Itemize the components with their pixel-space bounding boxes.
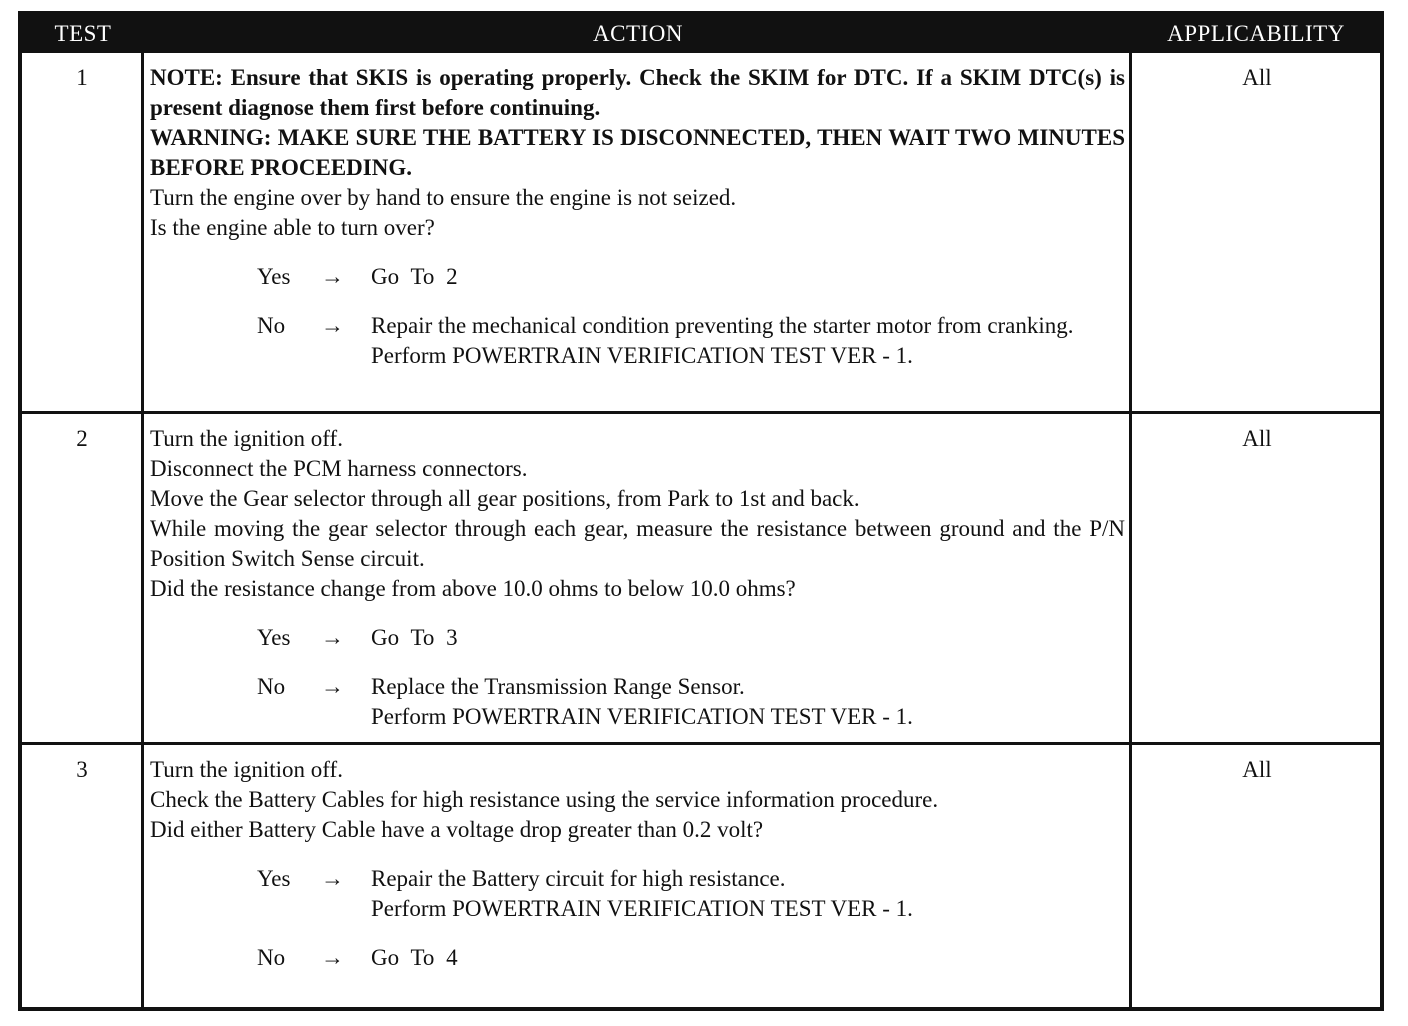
table-row [22, 53, 1380, 411]
no-result [371, 943, 1125, 973]
no-outcome [150, 672, 1125, 732]
arrow-icon: → [321, 264, 344, 289]
no-result-line: Go To 4 [371, 945, 458, 970]
instruction-line: Move the Gear selector through all gear positions, from Park to 1st and back. [150, 486, 860, 511]
no-label: No [257, 945, 286, 970]
header-action: ACTION [144, 15, 1132, 53]
table-row [22, 414, 1380, 742]
instruction-line: Disconnect the PCM harness connectors. [150, 456, 528, 481]
no-result [371, 672, 1125, 732]
yes-result-line: Go To 3 [371, 625, 458, 650]
yes-label: Yes [257, 264, 291, 289]
yes-result-line: Repair the Battery circuit for high resistance. [371, 866, 786, 891]
test-number: 2 [76, 426, 88, 451]
arrow-icon: → [321, 866, 344, 891]
action-cell [150, 63, 1125, 371]
arrow-icon: → [321, 625, 344, 650]
question-line: Did either Battery Cable have a voltage drop greater than 0.2 volt? [150, 817, 764, 842]
instruction-line: Turn the ignition off. [150, 426, 343, 451]
no-result-line: Replace the Transmission Range Sensor. [371, 674, 745, 699]
test-number: 3 [76, 757, 88, 782]
arrow-icon: → [321, 945, 344, 970]
warning-text: WARNING: MAKE SURE THE BATTERY IS DISCONNECTED, THEN WAIT TWO MINUTES BEFORE PROCEEDING. [150, 125, 1125, 180]
no-label: No [257, 674, 286, 699]
table-row [22, 745, 1380, 1007]
test-number: 1 [76, 65, 88, 90]
instruction-line: While moving the gear selector through each gear, measure the resistance between ground and the P/N Position Switch Sense circuit. [150, 516, 1125, 571]
yes-result-line: Go To 2 [371, 264, 458, 289]
applicability-value: All [1242, 757, 1272, 782]
arrow-icon: → [321, 674, 344, 699]
no-outcome [150, 311, 1125, 371]
yes-label: Yes [257, 625, 291, 650]
question-line: Is the engine able to turn over? [150, 215, 435, 240]
yes-outcome [150, 623, 1125, 653]
yes-outcome [150, 262, 1125, 292]
arrow-icon: → [321, 313, 344, 338]
instruction-line: Turn the engine over by hand to ensure the engine is not seized. [150, 185, 737, 210]
yes-label: Yes [257, 866, 291, 891]
yes-result [371, 262, 1125, 292]
no-result-line: Perform POWERTRAIN VERIFICATION TEST VER - 1. [371, 704, 913, 729]
header-applicability: APPLICABILITY [1132, 15, 1380, 53]
question-line: Did the resistance change from above 10.0 ohms to below 10.0 ohms? [150, 576, 796, 601]
diagnostic-test-table [18, 11, 1384, 1011]
header-test: TEST [22, 15, 144, 53]
no-result-line: Repair the mechanical condition preventing the starter motor from cranking. [371, 313, 1074, 338]
action-cell [150, 424, 1125, 732]
yes-outcome [150, 864, 1125, 924]
yes-result [371, 864, 1125, 924]
no-result-line: Perform POWERTRAIN VERIFICATION TEST VER - 1. [371, 343, 913, 368]
yes-result-line: Perform POWERTRAIN VERIFICATION TEST VER - 1. [371, 896, 913, 921]
instruction-line: Turn the ignition off. [150, 757, 343, 782]
no-label: No [257, 313, 286, 338]
no-result [371, 311, 1125, 371]
action-cell [150, 755, 1125, 973]
no-outcome [150, 943, 1125, 973]
applicability-value: All [1242, 426, 1272, 451]
instruction-line: Check the Battery Cables for high resistance using the service information procedure. [150, 787, 939, 812]
note-text: NOTE: Ensure that SKIS is operating properly. Check the SKIM for DTC. If a SKIM DTC(s) is present diagnose them first before continuing. [150, 65, 1125, 120]
applicability-value: All [1242, 65, 1272, 90]
yes-result [371, 623, 1125, 653]
